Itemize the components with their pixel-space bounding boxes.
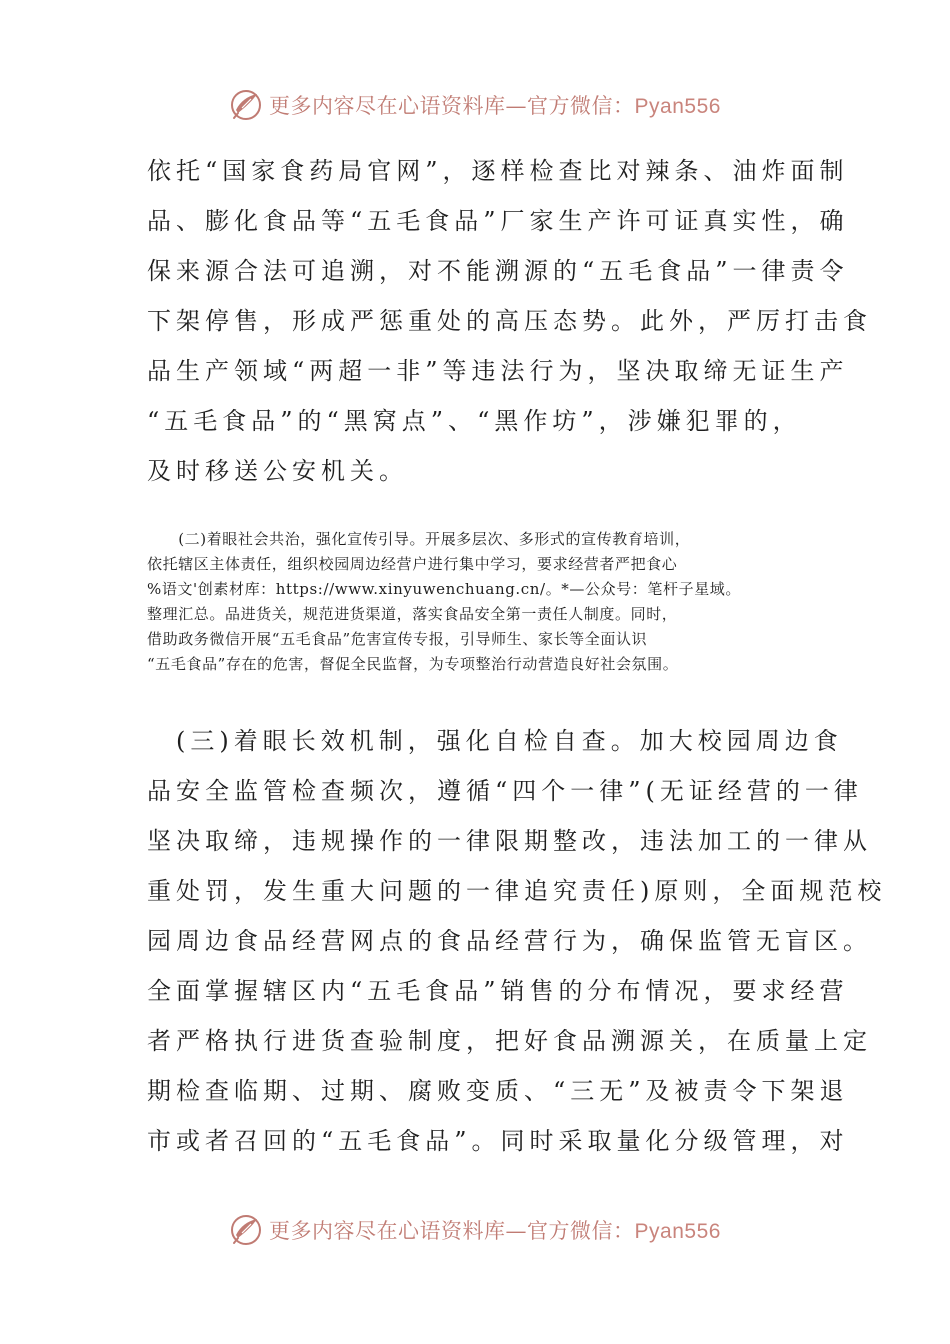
text-line: 期检查临期、过期、腐败变质、“三无”及被责令下架退 — [147, 1077, 849, 1105]
text-line: 全面掌握辖区内“五毛食品”销售的分布情况，要求经营 — [147, 977, 849, 1005]
banner-text: 更多内容尽在心语资料库—官方微信：Pyan556 — [269, 94, 721, 118]
text-line: “五毛食品”存在的危害，督促全民监督，为专项整治行动营造良好社会氛围。 — [147, 655, 679, 673]
text-line: 品、膨化食品等“五毛食品”厂家生产许可证真实性，确 — [147, 207, 849, 235]
paragraph-3 — [147, 716, 887, 1166]
text-line: “五毛食品”的“黑窝点”、“黑作坊”，涉嫌犯罪的， — [147, 407, 802, 435]
text-line: 坚决取缔，违规操作的一律限期整改，违法加工的一律从 — [147, 827, 872, 855]
paragraph-1 — [147, 146, 872, 496]
text-line: 品生产领域“两超一非”等违法行为，坚决取缔无证生产 — [147, 357, 849, 385]
text-line: 依托辖区主体责任，组织校园周边经营户进行集中学习，要求经营者严把食心 — [147, 555, 678, 573]
text-line: 依托“国家食药局官网”，逐样检查比对辣条、油炸面制 — [147, 157, 849, 185]
text-line: %语文'创素材库：https://www.xinyuwenchuang.cn/。*—公众号：笔杆子星域。 — [147, 580, 742, 598]
pen-nib-logo-icon — [229, 88, 263, 122]
text-line: 者严格执行进货查验制度，把好食品溯源关，在质量上定 — [147, 1027, 872, 1055]
header-banner — [0, 85, 950, 125]
text-line: 园周边食品经营网点的食品经营行为，确保监管无盲区。 — [147, 927, 872, 955]
wechat-id: Pyan556 — [634, 95, 721, 118]
text-line: 保来源合法可追溯，对不能溯源的“五毛食品”一律责令 — [147, 257, 849, 285]
pen-nib-logo-icon — [229, 1213, 263, 1247]
text-line: 品安全监管检查频次，遵循“四个一律”(无证经营的一律 — [147, 777, 863, 805]
text-line: (二)着眼社会共治，强化宣传引导。开展多层次、多形式的宣传教育培训， — [147, 530, 691, 548]
text-line: 借助政务微信开展“五毛食品”危害宣传专报，引导师生、家长等全面认识 — [147, 630, 648, 648]
text-line: 重处罚，发生重大问题的一律追究责任)原则，全面规范校 — [147, 877, 887, 905]
text-line: 整理汇总。品进货关，规范进货渠道，落实食品安全第一责任人制度。同时， — [147, 605, 678, 623]
text-line: 及时移送公安机关。 — [147, 457, 408, 485]
paragraph-2 — [147, 527, 817, 677]
footer-banner — [0, 1210, 950, 1250]
banner-text: 更多内容尽在心语资料库—官方微信：Pyan556 — [269, 1219, 721, 1243]
text-line: 市或者召回的“五毛食品”。同时采取量化分级管理，对 — [147, 1127, 849, 1155]
text-line: (三)着眼长效机制，强化自检自查。加大校园周边食 — [147, 727, 843, 755]
text-line: 下架停售，形成严惩重处的高压态势。此外，严厉打击食 — [147, 307, 872, 335]
wechat-id: Pyan556 — [634, 1220, 721, 1243]
